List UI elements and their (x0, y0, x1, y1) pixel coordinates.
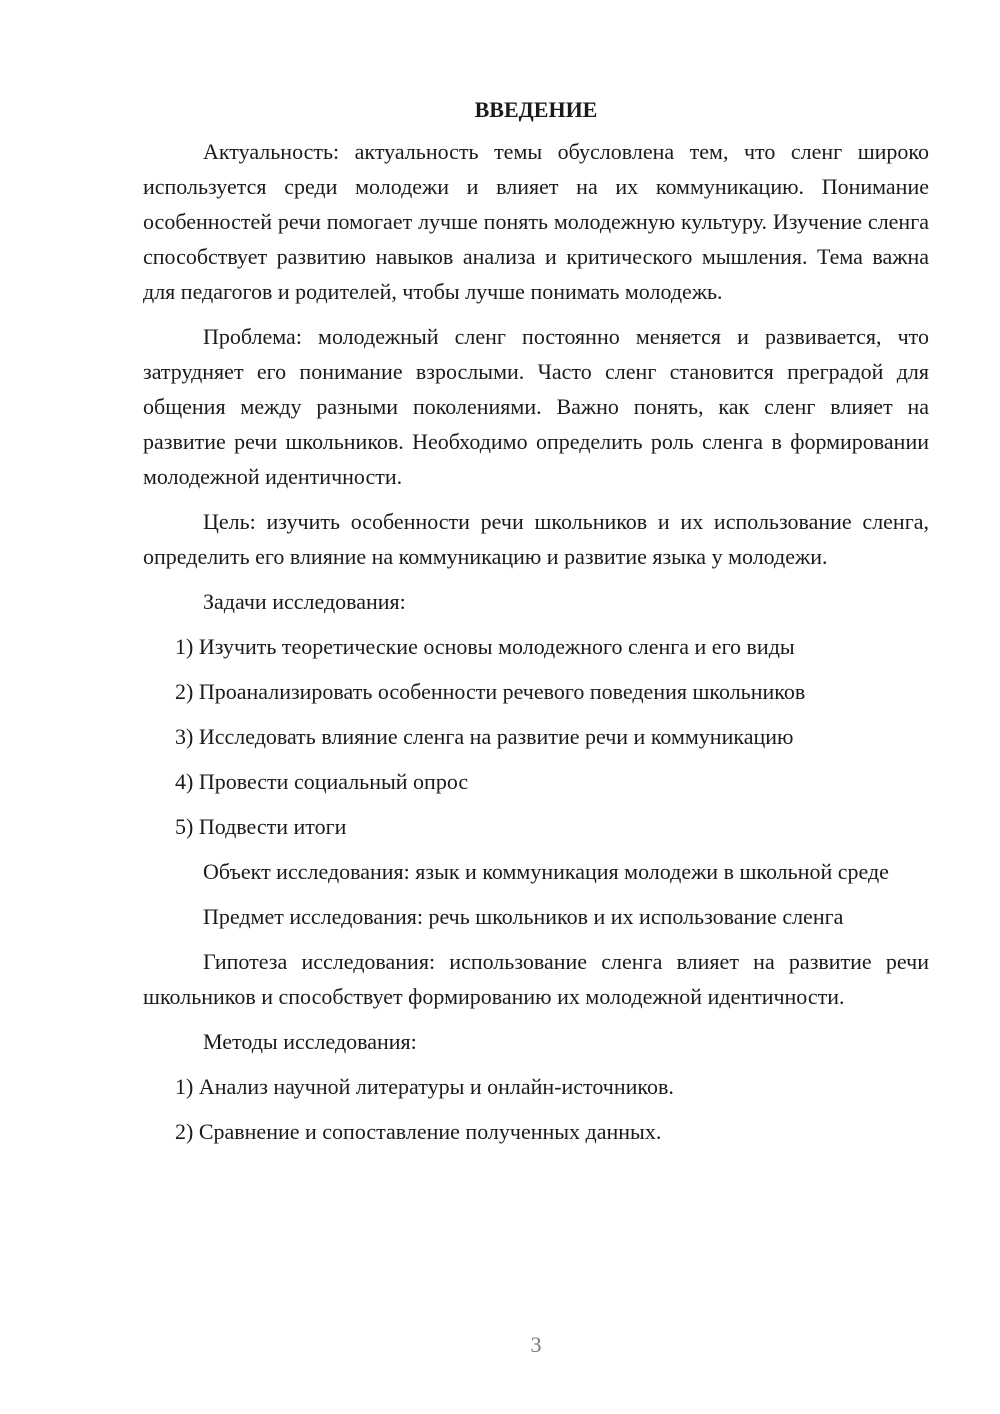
subject-paragraph: Предмет исследования: речь школьников и их использование сленга (203, 904, 844, 929)
method-item-2: 2) Сравнение и сопоставление полученных данных. (175, 1119, 662, 1144)
task-item-3: 3) Исследовать влияние сленга на развитие речи и коммуникацию (175, 724, 794, 749)
relevance-paragraph: Актуальность: актуальность темы обусловлена тем, что сленг широко используется среди молодежи и влияет на их коммуникацию. Понимание особенностей речи помогает лучше понять молодежную культуру. Изучение сленга способствует развитию навыков анализа и критического мышления. Тема важна для педагогов и родителей, чтобы лучше понимать молодежь. (143, 139, 929, 304)
task-item-4: 4) Провести социальный опрос (175, 769, 469, 794)
task-item-5: 5) Подвести итоги (175, 814, 347, 839)
document-title: ВВЕДЕНИЕ (474, 97, 598, 122)
object-paragraph: Объект исследования: язык и коммуникация молодежи в школьной среде (203, 859, 889, 884)
document-page (143, 95, 929, 1159)
task-item-1: 1) Изучить теоретические основы молодежного сленга и его виды (175, 634, 795, 659)
methods-heading: Методы исследования: (203, 1029, 417, 1054)
goal-paragraph: Цель: изучить особенности речи школьников и их использование сленга, определить его влияние на коммуникацию и развитие языка у молодежи. (143, 509, 929, 569)
problem-paragraph: Проблема: молодежный сленг постоянно меняется и развивается, что затрудняет его понимание взрослыми. Часто сленг становится преградой для общения между разными поколениями. Важно понять, как сленг влияет на развитие речи школьников. Необходимо определить роль сленга в формировании молодежной идентичности. (143, 324, 929, 489)
page-number: 3 (530, 1332, 542, 1357)
task-item-2: 2) Проанализировать особенности речевого поведения школьников (175, 679, 806, 704)
method-item-1: 1) Анализ научной литературы и онлайн-источников. (175, 1074, 674, 1099)
tasks-list (143, 629, 929, 844)
hypothesis-paragraph: Гипотеза исследования: использование сленга влияет на развитие речи школьников и способствует формированию их молодежной идентичности. (143, 949, 929, 1009)
methods-list (143, 1069, 929, 1149)
tasks-heading: Задачи исследования: (203, 589, 406, 614)
